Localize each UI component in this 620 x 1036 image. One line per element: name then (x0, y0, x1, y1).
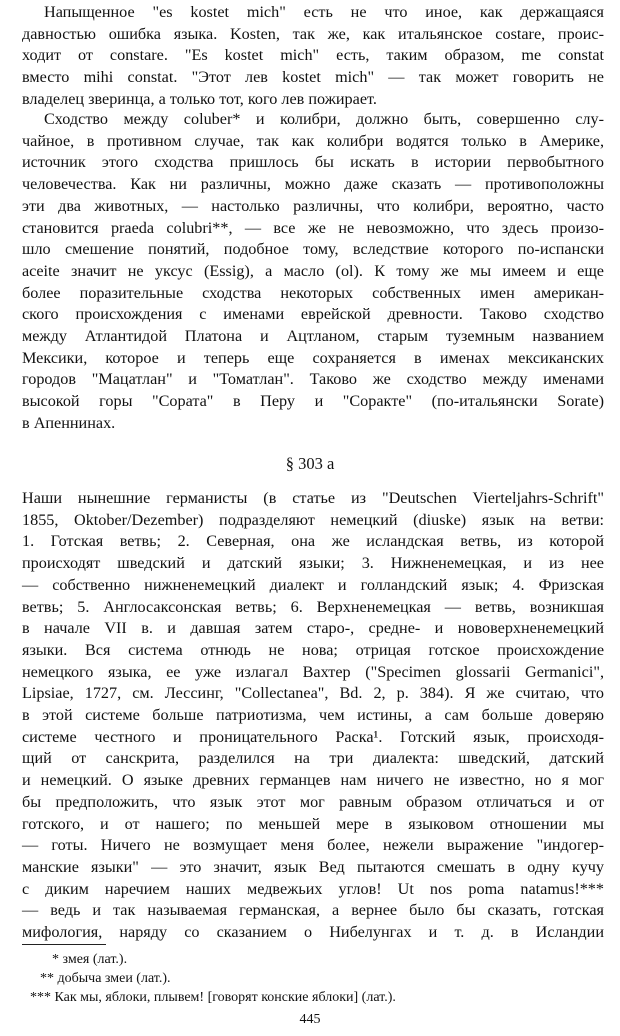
text-line: бы предположить, что язык этот мог равным образом отличаться и от (22, 792, 604, 811)
text-line: становится praeda colubri**, — все же не невозможно, что здесь произо- (22, 218, 604, 237)
text-line: 1855, Oktober/Dezember) подразделяют немецкий (diuske) язык на ветви: (22, 510, 604, 529)
text-line: Lipsiae, 1727, см. Лессинг, "Collectanea", Bd. 2, p. 384). Я же считаю, что (22, 684, 604, 703)
page-number: 445 (299, 1012, 321, 1027)
text-line: Сходство между coluber* и колибри, должно быть, совершенно слу- (44, 110, 604, 128)
text-line: — собственно нижненемецкий диалект и голландский язык; 4. Фризская (22, 575, 604, 594)
text-line: в начале VII в. и давшая затем старо-, средне- и нововерхненемецкий (22, 619, 604, 638)
text-line: и немецкий. О языке древних германцев нам ничего не известно, но я мог (22, 771, 604, 790)
text-line: Наши нынешние германисты (в статье из "Deutschen Vierteljahrs-Schrift" (22, 489, 604, 507)
text-line: человечества. Как ни различны, можно даже сказать — противоположны (22, 175, 604, 194)
text-line: Напыщенное "es kostet mich" есть не что иное, как держащаяся (44, 3, 604, 21)
text-line: щий от санскрита, разделился на три диалекта: шведский, датский (22, 749, 604, 768)
text-line: владелец зверинца, а только тот, кого лев пожирает. (22, 89, 377, 108)
text-line: давностью ошибка языка. Kosten, так же, как итальянское costare, проис- (22, 24, 604, 43)
text-line: чайное, в противном случае, так как колибри водятся только в Америке, (22, 131, 604, 150)
text-line: языки. Вся система отнюдь не нова; отрицая готское происхождение (22, 640, 604, 659)
text-line: в Апеннинах. (22, 413, 116, 432)
footnote-2: ** добыча змеи (лат.). (40, 971, 171, 986)
footnote-1: * змея (лат.). (52, 952, 128, 967)
text-line: городов "Мацатлан" и "Томатлан". Таково же сходство между именами (22, 370, 604, 389)
text-line: мифология, наряду со сказанием о Нибелунгах и т. д. в Исландии (22, 923, 604, 942)
text-line: aceite значит не уксус (Essig), а масло (ol). К тому же мы имеем и еще (22, 261, 604, 280)
text-line: Мексики, которое и теперь еще сохраняется в именах мексиканских (22, 348, 604, 367)
text-line: — готы. Ничего не возмущает меня более, нежели выражение "индогер- (22, 836, 604, 855)
text-line: 1. Готская ветвь; 2. Северная, она же исландская ветвь, из которой (22, 532, 604, 551)
text-line: шло смешение понятий, подобное тому, вследствие которого по-испански (22, 240, 604, 259)
text-line: манские языки" — это значит, язык Вед пытаются смешать в одну кучу (22, 857, 604, 876)
text-line: более поразительные сходства некоторых собственных имен американ- (22, 283, 604, 302)
footnote-divider (22, 944, 106, 945)
text-line: с диким наречием наших медвежьих углов! Ut nos poma natamus!*** (22, 879, 604, 898)
text-line: эти два животных, — настолько различны, что колибри, вероятно, часто (22, 196, 604, 215)
text-line: готского, и от нашего; по меньшей мере в языковом отношении мы (22, 814, 604, 833)
text-line: между Атлантидой Платона и Ацтланом, старым туземным названием (22, 327, 604, 346)
text-line: — ведь и так называемая германская, а вернее было бы сказать, готская (22, 901, 604, 920)
text-line: источник этого сходства пришлось бы искать в истории первобытного (22, 153, 604, 172)
text-line: происходят шведский и датский языки; 3. Нижненемецкая, и из нее (22, 554, 604, 573)
text-line: вместо mihi constat. "Этот лев kostet mich" — так может говорить не (22, 68, 604, 87)
text-line: системе честного и проницательного Раска¹. Готский язык, происходя- (22, 727, 604, 746)
paragraph-2 (22, 109, 604, 435)
section-heading: § 303 а (285, 454, 335, 473)
text-line: ветвь; 5. Англосаксонская ветвь; 6. Верхненемецкая — ветвь, возникшая (22, 597, 604, 616)
text-line: немецкого языка, ее уже излагал Вахтер ("Specimen glossarii Germanici", (22, 662, 604, 681)
text-line: высокой горы "Сората" в Перу и "Соракте" (по-итальянски Sorate) (22, 392, 604, 411)
footnote-3: *** Как мы, яблоки, плывем! [говорят конские яблоки] (лат.). (30, 990, 396, 1005)
text-line: в этой системе больше патриотизма, чем истины, а сам больше доверяю (22, 706, 604, 725)
paragraph-3 (22, 488, 604, 944)
text-line: ского происхождения с именами еврейской древности. Таково сходство (22, 305, 604, 324)
paragraph-1 (22, 2, 604, 111)
text-line: ходит от constare. "Es kostet mich" есть, таким образом, me constat (22, 46, 604, 65)
